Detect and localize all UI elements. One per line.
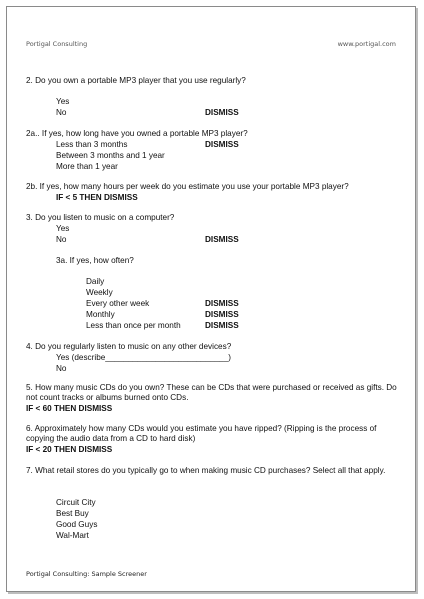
question-7: 7. What retail stores do you typically go to when making music CD purchases? Select all that apply.: [26, 466, 386, 475]
q2-no-dismiss: DISMISS: [205, 108, 239, 117]
q2-option-no: No: [56, 108, 67, 117]
q3a-monthly-dismiss: DISMISS: [205, 310, 239, 319]
q4-option-yes: Yes (describe___________________________): [56, 353, 231, 362]
q7-option-circuit-city: Circuit City: [56, 498, 96, 507]
q2a-option-3: More than 1 year: [56, 162, 118, 171]
question-6: 6. Approximately how many CDs would you estimate you have ripped? (Ripping is the process of copying the audio data from a CD to hard disk): [26, 424, 377, 443]
q2a-option-1: Less than 3 months: [56, 140, 128, 149]
q3-option-no: No: [56, 235, 67, 244]
q6-instruction: IF < 20 THEN DISMISS: [26, 445, 113, 454]
q3a-option-weekly: Weekly: [86, 288, 113, 297]
q3a-less-than-monthly-dismiss: DISMISS: [205, 321, 239, 330]
q7-option-good-guys: Good Guys: [56, 520, 98, 529]
q5-instruction: IF < 60 THEN DISMISS: [26, 404, 113, 413]
q2-option-yes: Yes: [56, 97, 70, 106]
header-website: www.portigal.com: [337, 40, 396, 48]
q3a-option-daily: Daily: [86, 277, 105, 286]
question-2: 2. Do you own a portable MP3 player that you use regularly?: [26, 76, 246, 85]
question-4: 4. Do you regularly listen to music on any other devices?: [26, 342, 232, 351]
q3-option-yes: Yes: [56, 224, 70, 233]
q3a-every-other-week-dismiss: DISMISS: [205, 299, 239, 308]
question-2b: 2b. If yes, how many hours per week do you estimate you use your portable MP3 player?: [26, 182, 349, 191]
q7-option-wal-mart: Wal-Mart: [56, 531, 89, 540]
question-3: 3. Do you listen to music on a computer?: [26, 213, 175, 222]
q3-no-dismiss: DISMISS: [205, 235, 239, 244]
q3a-option-less-than-monthly: Less than once per month: [86, 321, 181, 330]
q2a-option-1-dismiss: DISMISS: [205, 140, 239, 149]
footer-text: Portigal Consulting: Sample Screener: [26, 570, 147, 578]
question-2a: 2a.. If yes, how long have you owned a portable MP3 player?: [26, 129, 248, 138]
q3a-option-monthly: Monthly: [86, 310, 115, 319]
q3a-option-every-other-week: Every other week: [86, 299, 150, 308]
header-company: Portigal Consulting: [26, 40, 88, 48]
q2b-instruction: IF < 5 THEN DISMISS: [56, 193, 138, 202]
q2a-option-2: Between 3 months and 1 year: [56, 151, 165, 160]
q7-option-best-buy: Best Buy: [56, 509, 89, 518]
question-3a: 3a. If yes, how often?: [56, 256, 134, 265]
q4-option-no: No: [56, 364, 67, 373]
question-5: 5. How many music CDs do you own? These can be CDs that were purchased or received as gifts. Do not count tracks or albums burned onto CDs.: [26, 383, 397, 402]
